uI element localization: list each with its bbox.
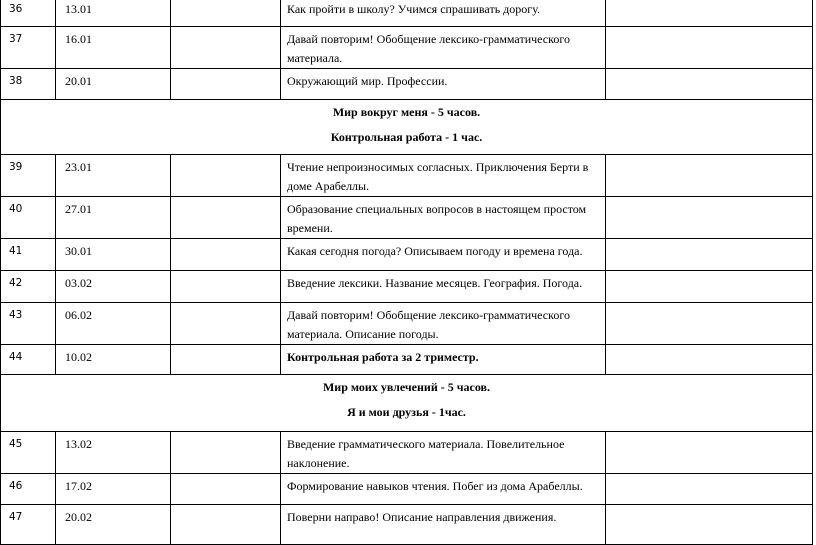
section-header: [1, 375, 813, 432]
lesson-topic: Какая сегодня погода? Описываем погоду и времена года.: [281, 239, 606, 271]
lesson-topic: Как пройти в школу? Учимся спрашивать дорогу.: [281, 0, 606, 27]
empty-cell: [171, 155, 281, 197]
lesson-date: 16.01: [56, 27, 171, 69]
table-row: [1, 155, 813, 197]
lesson-number: 40: [1, 197, 56, 239]
lesson-topic: Введение лексики. Название месяцев. География. Погода.: [281, 271, 606, 303]
lesson-date: 10.02: [56, 345, 171, 375]
section-header: [1, 100, 813, 155]
empty-cell: [606, 0, 813, 27]
lesson-date: 23.01: [56, 155, 171, 197]
table-row: [1, 69, 813, 100]
empty-cell: [606, 155, 813, 197]
lesson-topic: Давай повторим! Обобщение лексико-грамматического материала.: [281, 27, 606, 69]
lesson-topic: Контрольная работа за 2 триместр.: [281, 345, 606, 375]
lesson-date: 17.02: [56, 474, 171, 505]
section-header-row: [1, 100, 813, 155]
lesson-date: 13.01: [56, 0, 171, 27]
section-subtitle: Я и мои друзья - 1час.: [347, 405, 466, 419]
lesson-number: 36: [1, 0, 56, 27]
lesson-topic: Поверни направо! Описание направления движения.: [281, 505, 606, 545]
lesson-topic: Давай повторим! Обобщение лексико-грамматического материала. Описание погоды.: [281, 303, 606, 345]
empty-cell: [606, 271, 813, 303]
empty-cell: [606, 505, 813, 545]
section-title: Мир моих увлечений - 5 часов.: [322, 380, 491, 394]
lesson-date: 06.02: [56, 303, 171, 345]
lesson-number: 45: [1, 432, 56, 474]
lesson-number: 41: [1, 239, 56, 271]
empty-cell: [171, 27, 281, 69]
table-row: [1, 303, 813, 345]
lesson-topic: Формирование навыков чтения. Побег из дома Арабеллы.: [281, 474, 606, 505]
lesson-number: 39: [1, 155, 56, 197]
empty-cell: [606, 27, 813, 69]
lesson-date: 13.02: [56, 432, 171, 474]
lesson-date: 20.02: [56, 505, 171, 545]
empty-cell: [606, 474, 813, 505]
empty-cell: [171, 505, 281, 545]
table-row: [1, 432, 813, 474]
table-row: [1, 0, 813, 27]
lesson-date: 30.01: [56, 239, 171, 271]
empty-cell: [606, 197, 813, 239]
empty-cell: [171, 345, 281, 375]
lesson-topic: Чтение непроизносимых согласных. Приключения Берти в доме Арабеллы.: [281, 155, 606, 197]
section-title: Мир вокруг меня - 5 часов.: [332, 105, 481, 119]
section-subtitle: Контрольная работа - 1 час.: [330, 130, 483, 144]
lesson-number: 37: [1, 27, 56, 69]
empty-cell: [171, 69, 281, 100]
table-row: [1, 27, 813, 69]
empty-cell: [171, 432, 281, 474]
empty-cell: [606, 303, 813, 345]
table-row: [1, 345, 813, 375]
lesson-number: 38: [1, 69, 56, 100]
empty-cell: [606, 432, 813, 474]
table-row: [1, 239, 813, 271]
lesson-number: 43: [1, 303, 56, 345]
section-header-row: [1, 375, 813, 432]
lesson-topic: Введение грамматического материала. Повелительное наклонение.: [281, 432, 606, 474]
table-row: [1, 505, 813, 545]
table-row: [1, 474, 813, 505]
lesson-date: 27.01: [56, 197, 171, 239]
lesson-number: 42: [1, 271, 56, 303]
empty-cell: [171, 239, 281, 271]
empty-cell: [606, 239, 813, 271]
lesson-number: 46: [1, 474, 56, 505]
lesson-number: 47: [1, 505, 56, 545]
lesson-number: 44: [1, 345, 56, 375]
empty-cell: [606, 69, 813, 100]
empty-cell: [171, 303, 281, 345]
lesson-topic: Образование специальных вопросов в настоящем простом времени.: [281, 197, 606, 239]
empty-cell: [171, 197, 281, 239]
empty-cell: [606, 345, 813, 375]
lesson-date: 20.01: [56, 69, 171, 100]
empty-cell: [171, 474, 281, 505]
table-row: [1, 271, 813, 303]
lesson-topic: Окружающий мир. Профессии.: [281, 69, 606, 100]
lesson-date: 03.02: [56, 271, 171, 303]
empty-cell: [171, 271, 281, 303]
empty-cell: [171, 0, 281, 27]
table-row: [1, 197, 813, 239]
